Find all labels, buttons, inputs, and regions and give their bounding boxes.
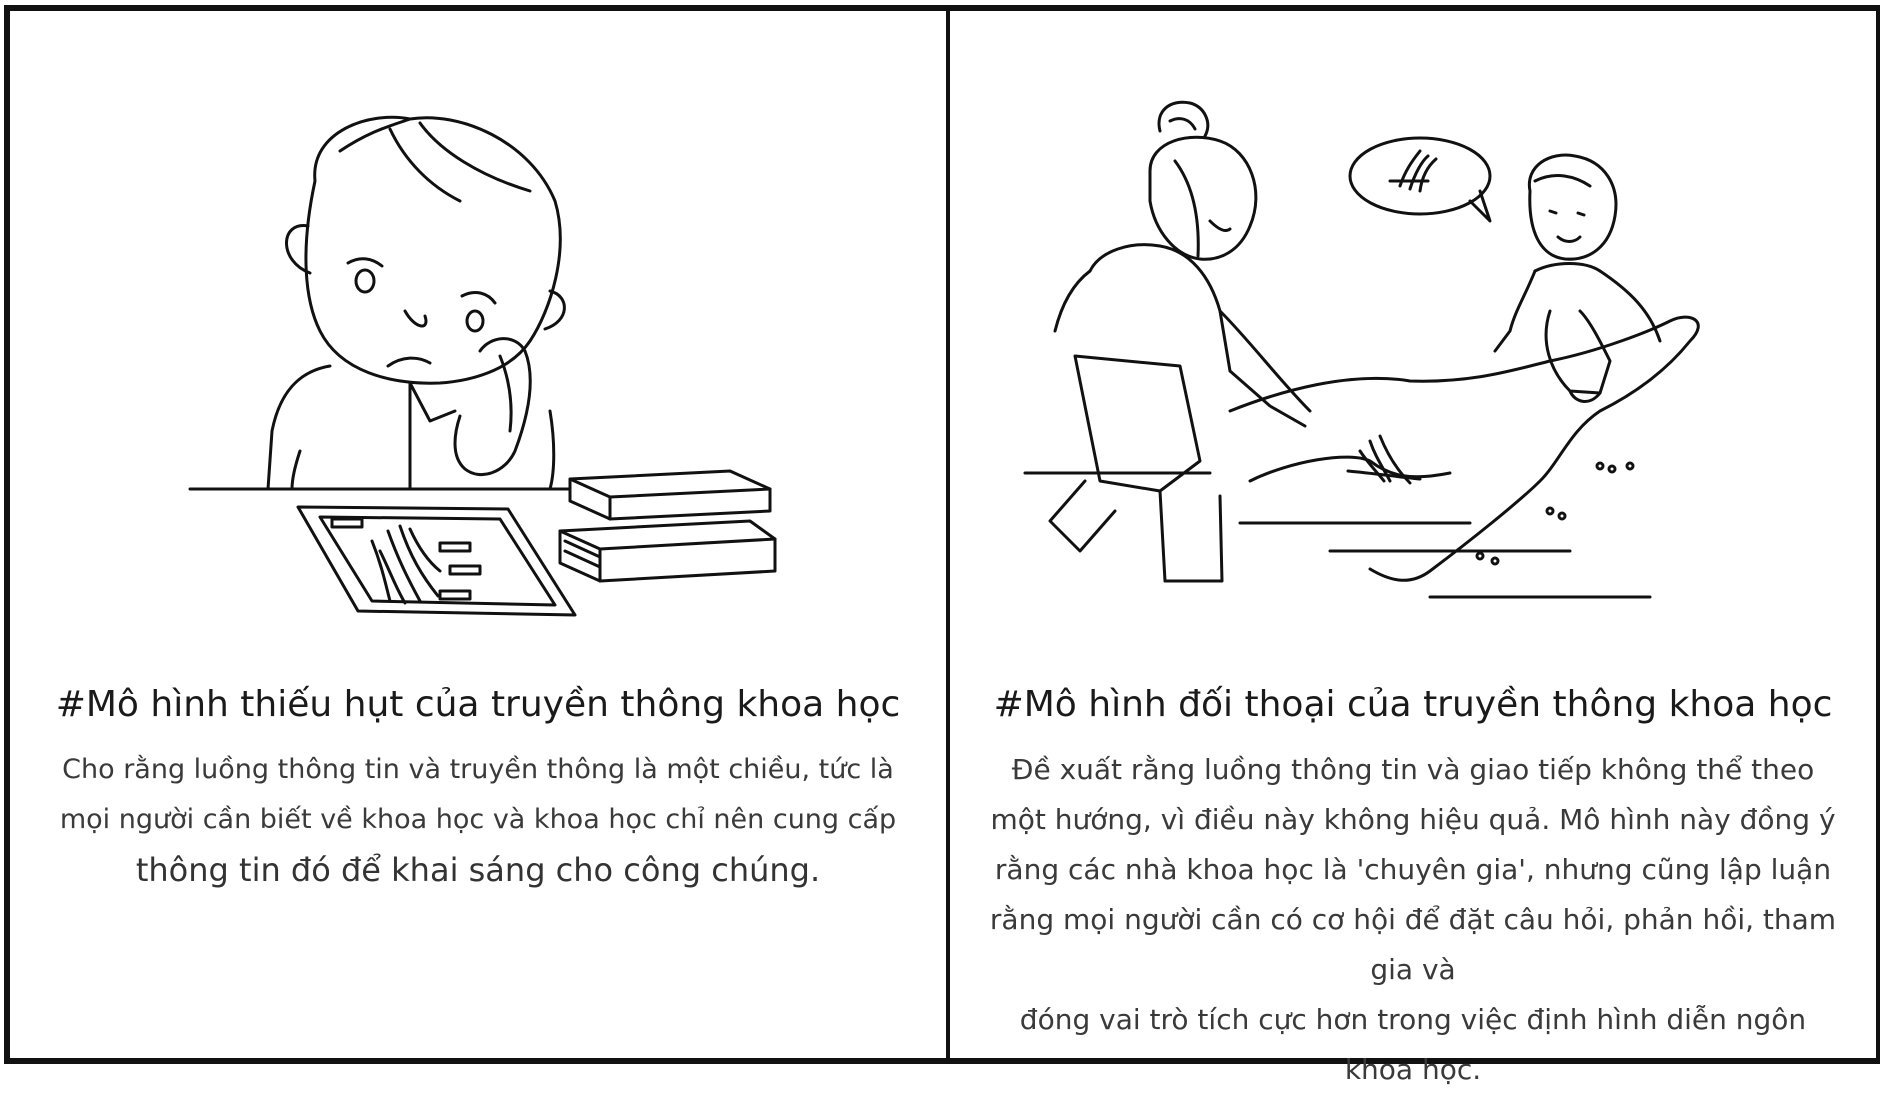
description-line: thông tin đó để khai sáng cho công chúng. [135, 851, 821, 889]
dialogue-model-panel [950, 11, 1876, 1086]
description-line: một hướng, vì điều này không hiệu quả. Mô hình này đồng ý [990, 803, 1836, 836]
deficit-model-description [58, 745, 898, 895]
comparison-frame [4, 5, 1880, 1086]
description-line: đóng vai trò tích cực hơn trong việc định hình diễn ngôn [1019, 1003, 1807, 1036]
dialogue-model-description [983, 745, 1843, 1095]
shore-dialogue-illustration [950, 11, 1876, 651]
description-line: khoa học. [1344, 1053, 1482, 1086]
description-line: rằng mọi người cần có cơ hội để đặt câu hỏi, phản hồi, tham gia và [989, 903, 1837, 986]
description-line: Cho rằng luồng thông tin và truyền thông là một chiều, tức là [62, 754, 894, 785]
description-line: mọi người cần biết về khoa học và khoa học chỉ nên cung cấp [59, 804, 897, 835]
description-line: Đề xuất rằng luồng thông tin và giao tiếp không thể theo [1011, 753, 1815, 786]
deficit-model-panel [10, 11, 946, 1058]
dialogue-model-title: #Mô hình đối thoại của truyền thông khoa học [993, 684, 1833, 725]
description-line: rằng các nhà khoa học là 'chuyên gia', nhưng cũng lập luận [994, 853, 1832, 886]
deficit-model-title: #Mô hình thiếu hụt của truyền thông khoa học [55, 684, 901, 725]
bored-child-illustration [10, 11, 946, 651]
